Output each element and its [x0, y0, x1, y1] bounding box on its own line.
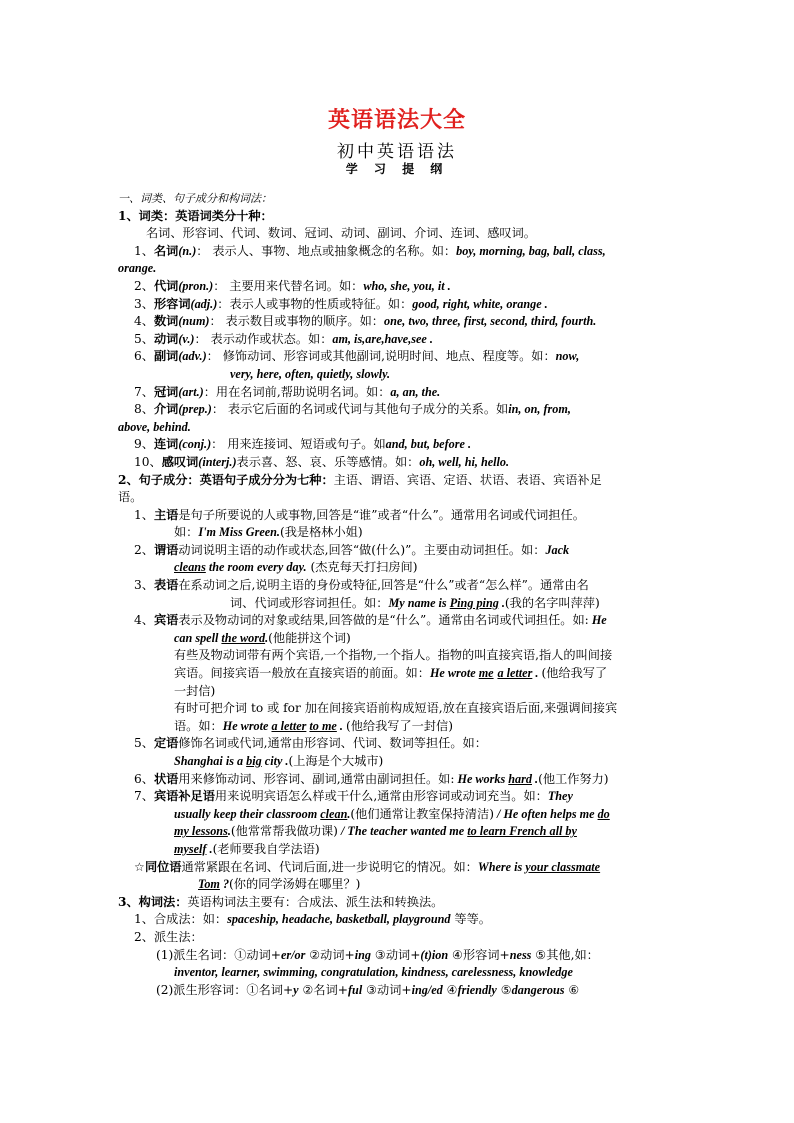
sentence-part-example: usually keep their classroom clean.(他们通常让教室保持清洁) / He often helps me do: [174, 806, 610, 821]
sentence-part-example: my lessons.(他常常帮我做功课) / The teacher wanted me to learn French all by: [174, 824, 577, 839]
word-class-item: 7、冠词(art.)：用在名词前,帮助说明名词。如：a, an, the.: [134, 384, 441, 399]
sentence-part-complement: 7、宾语补足语用来说明宾语怎么样或干什么,通常由形容词或动词充当。如：They: [134, 789, 573, 804]
sentence-part-example: 如：I'm Miss Green.(我是格林小姐): [174, 525, 363, 540]
document-title: 英语语法大全: [327, 107, 466, 133]
sentence-part-predicate: 2、谓语动词说明主语的动作或状态,回答“做(什么)”。主要由动词担任。如：Jack: [134, 542, 570, 557]
derived-adjectives: (2)派生形容词：①名词+y ②名词+ful ③动词+ing/ed ④friendly ⑤dangerous ⑥: [156, 982, 580, 997]
word-formation-compound: 1、合成法：如：spaceship, headache, basketball, playground 等等。: [134, 912, 491, 927]
sentence-part-object: 4、宾语表示及物动词的对象或结果,回答做的是“什么”。通常由名词或代词担任。如: He: [134, 613, 607, 628]
word-class-item: 6、副词(adv.)： 修饰动词、形容词或其他副词,说明时间、地点、程度等。如：now,: [134, 349, 580, 364]
document-body: [118, 190, 678, 999]
derived-nouns: (1)派生名词：①动词+er/or ②动词+ing ③动词+(t)ion ④形容词+ness ⑤其他,如：: [156, 947, 599, 962]
word-class-list: 名词、形容词、代词、数词、冠词、动词、副词、介词、连词、感叹词。: [146, 226, 536, 241]
word-class-item-cont: very, here, often, quietly, slowly.: [230, 366, 391, 381]
document-subtitle: 初中英语语法: [337, 142, 457, 162]
sentence-part-text: 有时可把介词 to 或 for 加在间接宾语前构成短语,放在直接宾语后面,来强调间接宾: [174, 701, 618, 716]
word-class-item: 4、数词(num)： 表示数目或事物的顺序。如：one, two, three, first, second, third, fourth.: [134, 314, 597, 329]
sentence-part-attribute: 5、定语修饰名词或代词,通常由形容词、代词、数词等担任。如：: [134, 736, 487, 751]
sentence-part-example: can spell the word.(他能拼这个词): [174, 630, 351, 645]
sentence-part-example: Tom ?(你的同学汤姆在哪里？): [198, 877, 361, 892]
sentence-part-predicative: 3、表语在系动词之后,说明主语的身份或特征,回答是“什么”或者“怎么样”。通常由名: [134, 578, 589, 593]
sentence-parts-heading: 2、句子成分：英语句子成分分为七种：主语、谓语、宾语、定语、状语、表语、宾语补足: [118, 472, 602, 487]
sentence-part-appositive: ☆同位语通常紧跟在名词、代词后面,进一步说明它的情况。如：Where is your classmate: [134, 859, 601, 874]
document-subtitle-outline: 学 习 提 纲: [345, 162, 449, 176]
word-formation-heading: 3、构词法：英语构词法主要有：合成法、派生法和转换法。: [118, 894, 444, 909]
sentence-part-text: 语。如：He wrote a letter to me . (他给我写了一封信): [174, 718, 453, 733]
derived-nouns-examples: inventor, learner, swimming, congratulation, kindness, carelessness, knowledge: [174, 965, 573, 980]
word-class-item: 9、连词(conj.)： 用来连接词、短语或句子。如and, but, before .: [134, 437, 471, 452]
sentence-parts-heading-cont: 语。: [118, 490, 143, 505]
word-class-heading: 1、词类：英语词类分十种：: [118, 208, 273, 223]
sentence-part-example: Shanghai is a big city .(上海是个大城市): [174, 754, 384, 768]
sentence-part-subject: 1、主语是句子所要说的人或事物,回答是“谁”或者“什么”。通常用名词或代词担任。: [134, 507, 585, 522]
word-class-item-cont: above, behind.: [118, 419, 191, 434]
sentence-part-text: 有些及物动词带有两个宾语,一个指物,一个指人。指物的叫直接宾语,指人的叫间接: [174, 648, 613, 663]
word-class-item: 10、感叹词(interj.)表示喜、怒、哀、乐等感情。如：oh, well, hi, hello.: [134, 454, 510, 469]
sentence-part-example: cleans the room every day. (杰克每天打扫房间): [174, 560, 418, 575]
sentence-part-text: 宾语。间接宾语一般放在直接宾语的前面。如：He wrote me a letter . (他给我写了: [174, 666, 608, 681]
word-class-item: 8、介词(prep.)： 表示它后面的名词或代词与其他句子成分的关系。如in, on, from,: [134, 402, 571, 417]
word-class-item-cont: orange.: [118, 261, 157, 276]
section-heading: 一、词类、句子成分和构词法：: [118, 192, 272, 205]
word-class-item: 5、动词(v.)： 表示动作或状态。如：am, is,are,have,see .: [134, 331, 433, 346]
sentence-part-example: myself .(老师要我自学法语): [174, 841, 320, 856]
word-class-item: 3、形容词(adj.)：表示人或事物的性质或特征。如：good, right, white, orange .: [134, 296, 548, 311]
word-class-item: 2、代词(pron.)： 主要用来代替名词。如：who, she, you, it .: [134, 278, 451, 293]
word-class-item: 1、名词(n.)： 表示人、事物、地点或抽象概念的名称。如：boy, morning, bag, ball, class,: [134, 243, 606, 258]
word-formation-derivation: 2、派生法：: [134, 929, 203, 944]
sentence-part-adverbial: 6、状语用来修饰动词、形容词、副词,通常由副词担任。如: He works hard .(他工作努力): [134, 771, 609, 786]
sentence-part-example: 词、代词或形容词担任。如：My name is Ping ping .(我的名字叫萍萍): [230, 595, 600, 610]
sentence-part-text: 一封信): [174, 683, 216, 698]
